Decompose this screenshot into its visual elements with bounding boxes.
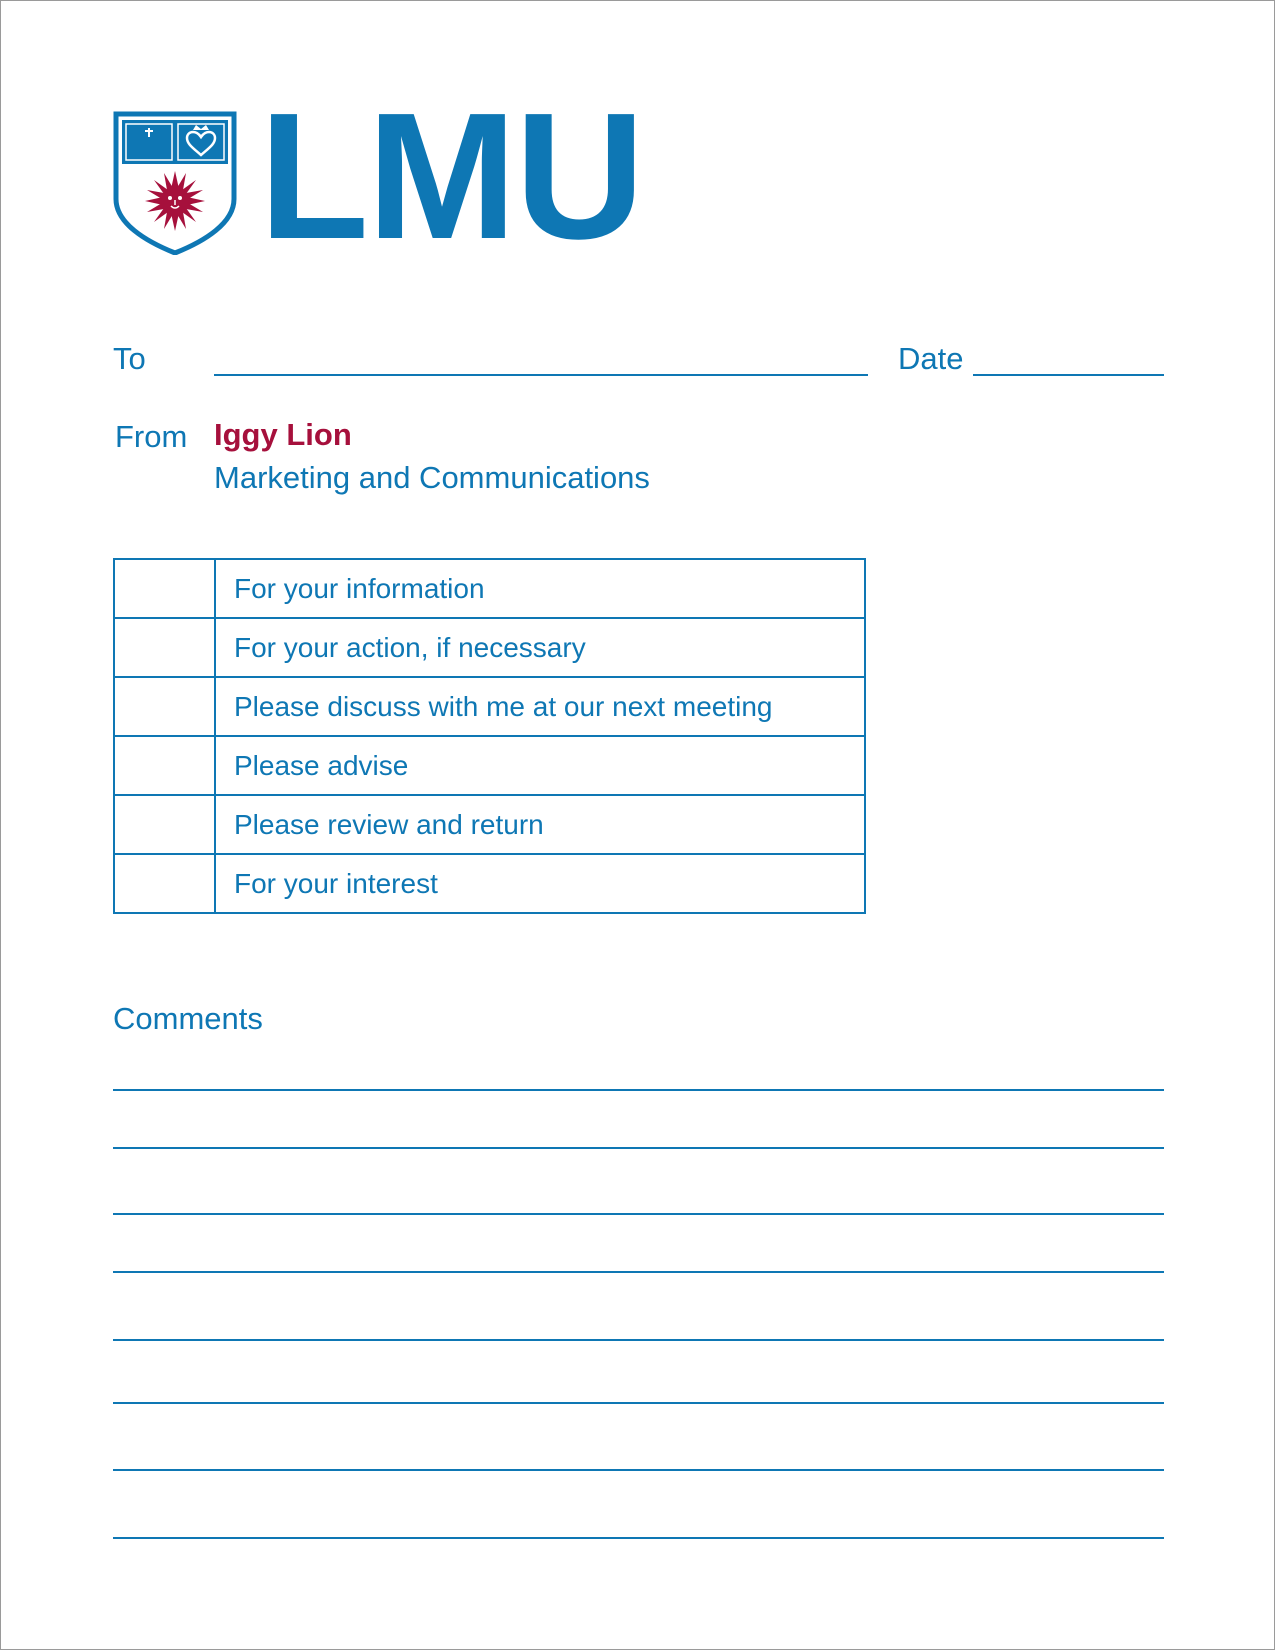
comment-line[interactable] [113,1089,1164,1091]
checklist-label: Please discuss with me at our next meeting [215,677,865,736]
checklist-label: Please advise [215,736,865,795]
checklist-label: Please review and return [215,795,865,854]
to-label: To [113,341,146,376]
checkbox-cell[interactable] [114,559,215,618]
sender-name: Iggy Lion [214,417,352,452]
checklist-row [114,795,865,854]
checkbox-cell[interactable] [114,677,215,736]
checklist-row [114,677,865,736]
comment-line[interactable] [113,1271,1164,1273]
from-label: From [115,419,188,454]
checklist-label: For your action, if necessary [215,618,865,677]
comments-label: Comments [113,1001,263,1036]
date-label: Date [898,341,964,376]
comment-line[interactable] [113,1147,1164,1149]
checkbox-cell[interactable] [114,795,215,854]
checkbox-cell[interactable] [114,736,215,795]
checkbox-cell[interactable] [114,854,215,913]
checklist-row [114,736,865,795]
checklist-row [114,618,865,677]
sender-department: Marketing and Communications [214,460,650,495]
checklist-row [114,854,865,913]
comment-line[interactable] [113,1213,1164,1215]
date-field-line[interactable] [973,374,1164,376]
comment-line[interactable] [113,1537,1164,1539]
lmu-wordmark: LMU [259,76,643,277]
checklist-row [114,559,865,618]
comment-line[interactable] [113,1402,1164,1404]
to-field-line[interactable] [214,374,868,376]
routing-checklist [113,558,866,914]
checklist-label: For your interest [215,854,865,913]
comment-line[interactable] [113,1339,1164,1341]
checklist-label: For your information [215,559,865,618]
checkbox-cell[interactable] [114,618,215,677]
lmu-shield-logo [113,111,237,255]
comment-line[interactable] [113,1469,1164,1471]
